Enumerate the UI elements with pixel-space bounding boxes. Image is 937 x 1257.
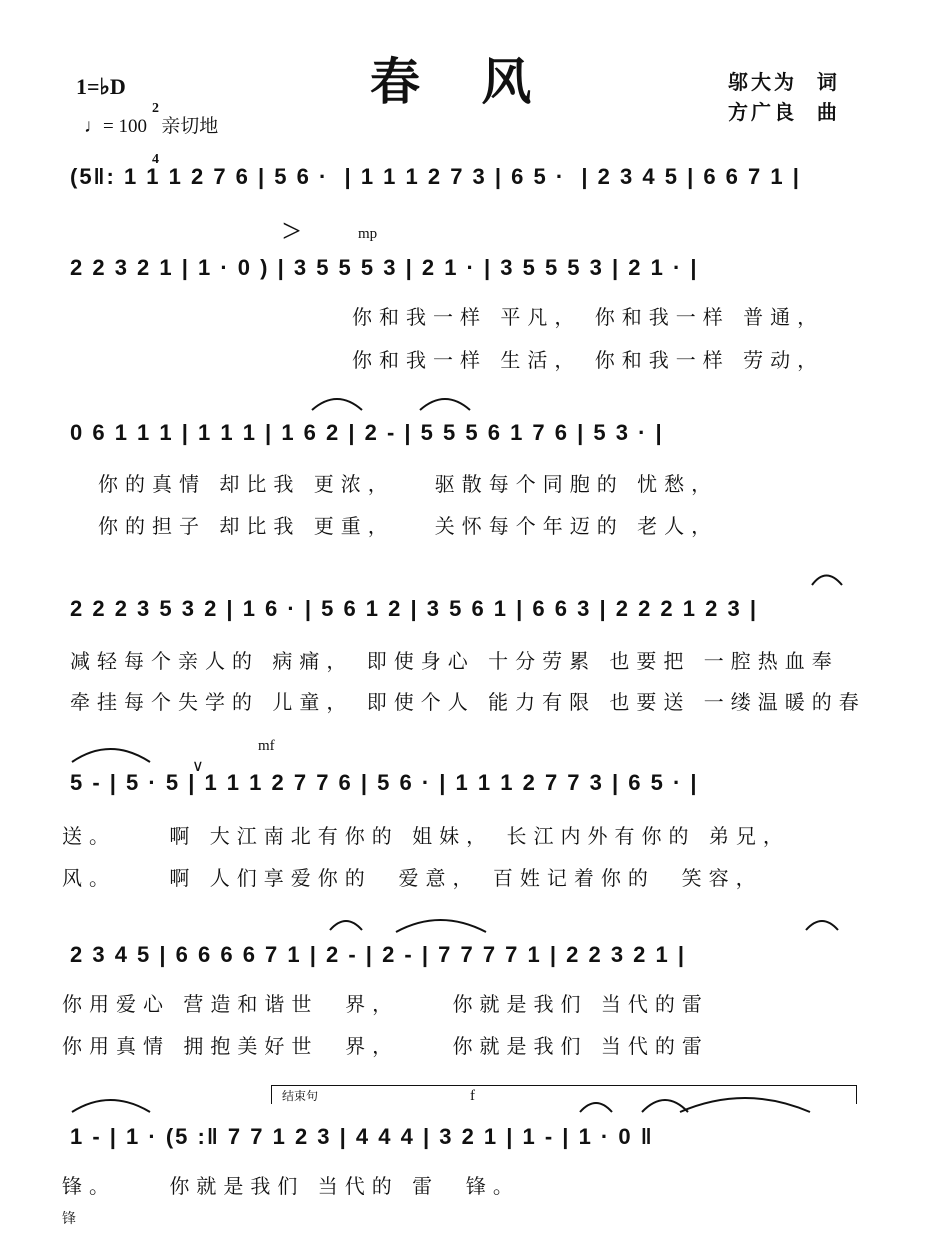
key-signature: 1=♭D <box>76 74 126 99</box>
staff-line-6: 2 3 4 5 | 6 6 6 6 7 1 | 2 - | 2 - | 7 7 7 7 1 | 2 2 3 2 1 | <box>70 942 687 967</box>
staff-line-1: (5‖: 1 1 1 2 7 6 | 5 6 · | 1 1 1 2 7 3 | 6 5 · | 2 3 4 5 | 6 6 7 1 | <box>70 164 801 189</box>
slur-mark <box>580 1103 612 1112</box>
staff-line-4: 2 2 2 3 5 3 2 | 1 6 · | 5 6 1 2 | 3 5 6 1 | 6 6 3 | 2 2 2 1 2 3 | <box>70 596 758 621</box>
slur-mark <box>642 1100 688 1112</box>
staff-line-7: 1 - | 1 · (5 :‖ 7 7 1 2 3 | 4 4 4 | 3 2 1 | 1 - | 1 · 0 ‖ <box>70 1124 654 1149</box>
lyrics-line-7b: 锋 <box>62 1211 83 1227</box>
slur-mark <box>680 1098 810 1112</box>
dynamic-mf: mf <box>258 738 275 754</box>
staff-line-3: 0 6 1 1 1 | 1 1 1 | 1 6 2 | 2 - | 5 5 5 6 1 7 6 | 5 3 · | <box>70 420 664 445</box>
lyricist-credit: 邬大为 词 <box>728 70 840 94</box>
lyrics-line-5a: 送。 啊 大江南北有你的 姐妹， 长江内外有你的 弟兄， <box>62 824 790 848</box>
slur-mark <box>806 921 838 930</box>
staff-line-2: 2 2 3 2 1 | 1 · 0 ) | 3 5 5 5 3 | 2 1 · | 3 5 5 5 3 | 2 1 · | <box>70 255 699 280</box>
composer-credit: 方广良 曲 <box>728 100 840 124</box>
slur-mark <box>330 921 362 930</box>
lyrics-line-7a: 锋。 你就是我们 当代的 雷 锋。 <box>62 1174 520 1198</box>
lyrics-line-2a: 你和我一样 平凡， 你和我一样 普通， <box>352 305 825 329</box>
slur-mark <box>812 576 842 586</box>
dynamic-f: f <box>470 1088 475 1104</box>
lyrics-line-3a: 你的真情 却比我 更浓， 驱散每个同胞的 忧愁， <box>98 472 719 496</box>
tempo-marking: ♩= 100 亲切地 <box>84 116 219 137</box>
meter-top: 2 <box>152 101 159 116</box>
slur-mark <box>312 399 362 410</box>
lyrics-line-2b: 你和我一样 生活， 你和我一样 劳动， <box>352 348 825 372</box>
lyrics-line-4a: 减轻每个亲人的 病痛， 即使身心 十分劳累 也要把 一腔热血奉 <box>70 649 839 673</box>
lyrics-line-4b: 牵挂每个失学的 儿童， 即使个人 能力有限 也要送 一缕温暖的春 <box>70 690 866 714</box>
dynamic-mp: mp <box>358 226 378 242</box>
breath-mark: ∨ <box>192 758 204 775</box>
staff-line-5: 5 - | 5 · 5 | 1 1 1 2 7 7 6 | 5 6 · | 1 1 1 2 7 7 3 | 6 5 · | <box>70 770 699 795</box>
lyrics-line-5b: 风。 啊 人们享爱你的 爱意， 百姓记着你的 笑容， <box>62 866 763 890</box>
accent-mark: > <box>282 213 302 250</box>
lyrics-line-6a: 你用爱心 营造和谐世 界， 你就是我们 当代的雷 <box>62 992 709 1016</box>
meter-bottom: 4 <box>152 152 159 167</box>
slur-mark <box>396 920 486 932</box>
ending-label: 结束句 <box>282 1089 319 1103</box>
page-title: 春 风 <box>370 52 554 111</box>
lyrics-line-6b: 你用真情 拥抱美好世 界， 你就是我们 当代的雷 <box>62 1034 709 1058</box>
lyrics-line-3b: 你的担子 却比我 更重， 关怀每个年迈的 老人， <box>98 514 719 538</box>
slur-mark <box>420 399 470 410</box>
slur-mark <box>72 1100 150 1112</box>
slur-mark <box>72 749 150 762</box>
